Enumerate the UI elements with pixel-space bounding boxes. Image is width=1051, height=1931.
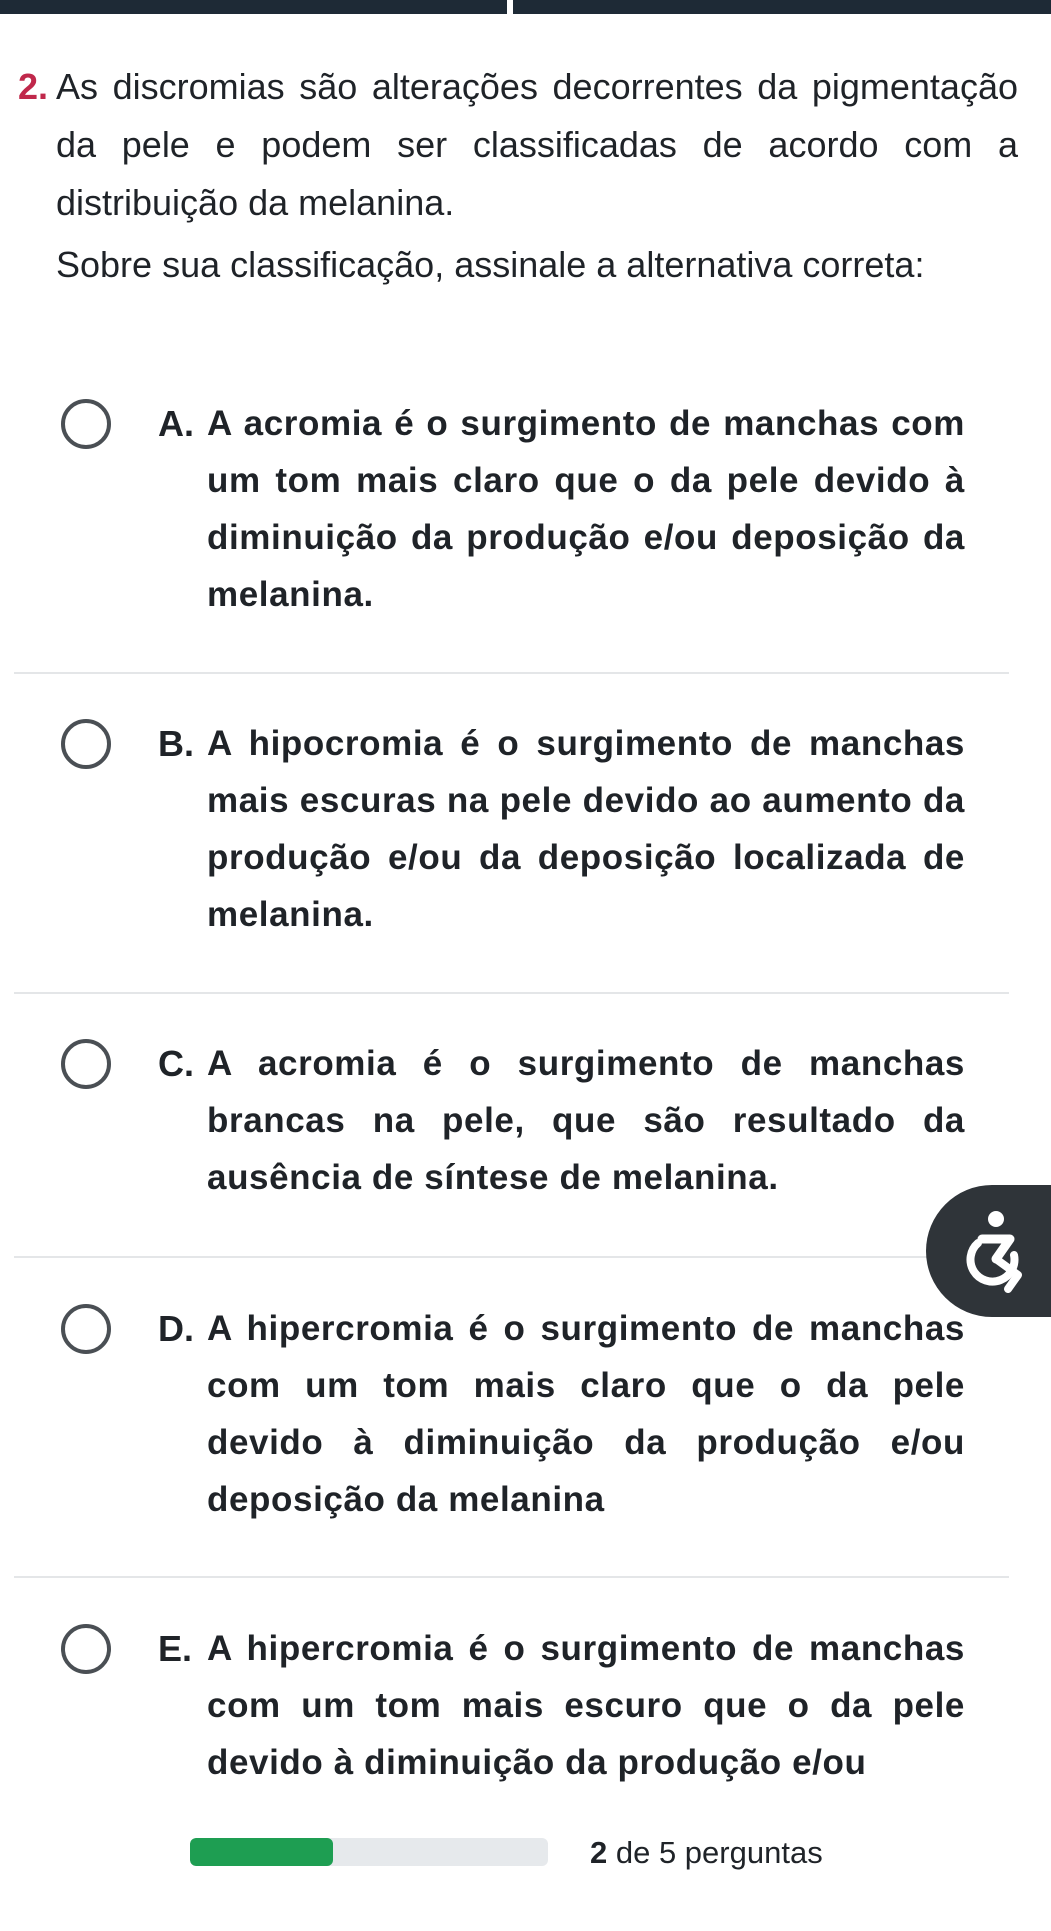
- progress-counter: [590, 1835, 823, 1871]
- top-progress-bar: [0, 0, 1051, 14]
- divider: [14, 992, 1009, 994]
- option-text: A hipocromia é o surgimento de manchas mais escuras na pele devido ao aumento da produção e/ou da deposição localizada de melanina.: [207, 724, 965, 934]
- progress-current: 2: [590, 1835, 608, 1870]
- progress-bar-fill: [190, 1838, 333, 1866]
- radio-button-a[interactable]: [61, 399, 111, 449]
- divider: [14, 1576, 1009, 1578]
- radio-button-b[interactable]: [61, 719, 111, 769]
- option-text: A acromia é o surgimento de manchas com um tom mais claro que o da pele devido à diminuição da produção e/ou deposição da melanina.: [207, 404, 965, 614]
- question-block: [18, 58, 1018, 294]
- progress-total-label: de 5 perguntas: [607, 1835, 823, 1870]
- option-text: A hipercromia é o surgimento de manchas com um tom mais escuro que o da pele devido à diminuição da produção e/ou: [207, 1629, 965, 1782]
- divider: [14, 1256, 1009, 1258]
- option-letter: A.: [158, 403, 194, 444]
- question-number: 2.: [18, 66, 49, 107]
- question-instruction: Sobre sua classificação, assinale a alternativa correta:: [56, 244, 925, 285]
- option-letter: C.: [158, 1043, 194, 1084]
- quiz-progress: [0, 1835, 1051, 1871]
- radio-button-d[interactable]: [61, 1304, 111, 1354]
- question-text: [56, 58, 1018, 294]
- radio-button-e[interactable]: [61, 1624, 111, 1674]
- accessibility-icon: [956, 1209, 1036, 1293]
- option-text: A acromia é o surgimento de manchas brancas na pele, que são resultado da ausência de síntese de melanina.: [207, 1044, 965, 1197]
- top-bar-segment: [513, 0, 1051, 14]
- question-paragraph: As discromias são alterações decorrentes da pigmentação da pele e podem ser classificadas de acordo com a distribuição da melanina.: [56, 66, 1018, 223]
- option-letter: D.: [158, 1308, 194, 1349]
- divider: [14, 672, 1009, 674]
- top-bar-segment: [0, 0, 507, 14]
- option-letter: B.: [158, 723, 194, 764]
- accessibility-button[interactable]: [926, 1185, 1051, 1317]
- option-letter: E.: [158, 1628, 193, 1669]
- option-text: A hipercromia é o surgimento de manchas com um tom mais claro que o da pele devido à diminuição da produção e/ou deposição da melanina: [207, 1309, 965, 1519]
- radio-button-c[interactable]: [61, 1039, 111, 1089]
- progress-bar: [190, 1838, 548, 1866]
